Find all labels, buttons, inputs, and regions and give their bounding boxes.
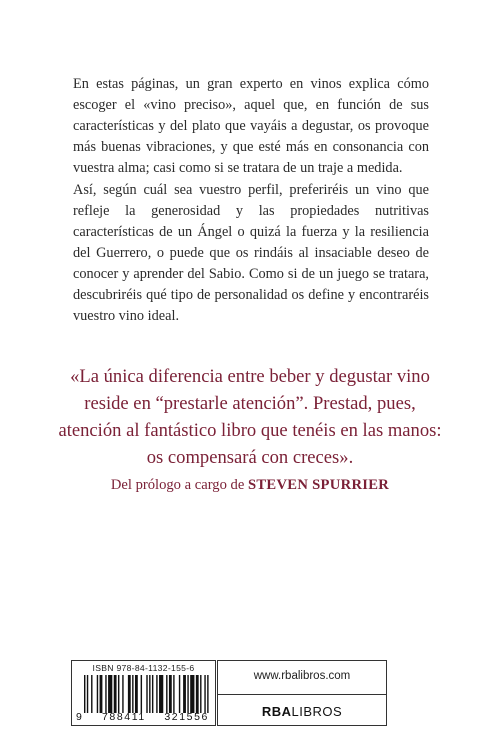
barcode-bar (179, 675, 180, 713)
barcode-bars (84, 675, 210, 713)
publisher-logo (218, 704, 386, 719)
description-paragraph-2: Así, según cuál sea vuestro perfil, preferiréis un vino que refleje la generosidad y las propiedades nutritivas características de un Ángel o quizá la fuerza y la resiliencia del Guerrero, o puede que os rindáis al insaciable deseo de conocer y aprender del Sabio. Como si de un juego se tratara, descubriréis qué tipo de personalidad os define y encontraréis vuestro vino ideal. (73, 182, 429, 324)
barcode-bar (97, 675, 98, 713)
barcode-bar (207, 675, 208, 713)
barcode-bar (84, 675, 85, 713)
barcode-box (71, 660, 216, 726)
publisher-url: www.rbalibros.com (253, 670, 351, 682)
barcode-bar (114, 675, 117, 713)
prologue-quote: «La única diferencia entre beber y degustar vino reside en “prestarle atención”. Prestad, pues, atención al fantástico libro que tenéis en las manos: os compensará con creces». (58, 366, 442, 468)
barcode-bar (166, 675, 167, 713)
barcode-bar (108, 675, 112, 713)
attribution-prefix: Del prólogo a cargo de (110, 477, 245, 493)
publisher-logo-bold: RBA (261, 704, 292, 719)
barcode-bar (190, 675, 194, 713)
barcode-bar (152, 675, 153, 713)
barcode-digit-group-2: 321556 (164, 711, 209, 723)
barcode-bar (87, 675, 88, 713)
barcode-bar (204, 675, 205, 713)
publisher-logo-light: LIBROS (291, 704, 343, 719)
barcode-bar (105, 675, 106, 713)
barcode-bar (159, 675, 163, 713)
barcode-bar (169, 675, 172, 713)
barcode-bar (146, 675, 147, 713)
barcode-bar (118, 675, 119, 713)
attribution-author: STEVEN SPURRIER (247, 477, 390, 493)
isbn-label: ISBN 978-84-1132-155-6 (92, 663, 195, 673)
barcode-bar (91, 675, 92, 713)
barcode-bar (183, 675, 186, 713)
barcode-bar (200, 675, 201, 713)
barcode-bar (173, 675, 174, 713)
barcode-bar (149, 675, 150, 713)
barcode-bar (135, 675, 138, 713)
barcode-bar (100, 675, 103, 713)
barcode-bar (156, 675, 157, 713)
barcode-bar (187, 675, 188, 713)
barcode-bar (122, 675, 123, 713)
quote-attribution (40, 475, 460, 495)
barcode-digit-lead: 9 (76, 711, 84, 723)
barcode-bar (128, 675, 131, 713)
barcode-digit-group-1: 788411 (101, 711, 146, 723)
publisher-divider (218, 694, 386, 695)
barcode-bar (196, 675, 199, 713)
barcode-bar (141, 675, 142, 713)
publisher-box (217, 660, 387, 726)
barcode-digits (72, 711, 215, 723)
description-paragraph-1: En estas páginas, un gran experto en vinos explica cómo escoger el «vino preciso», aquel que, en función de sus características y del plato que vayáis a degustar, os provoque más buenas vibraciones, y que esté más en consonancia con vuestra alma; casi como si se tratara de un traje a medida. (73, 76, 429, 176)
barcode-bar (132, 675, 133, 713)
